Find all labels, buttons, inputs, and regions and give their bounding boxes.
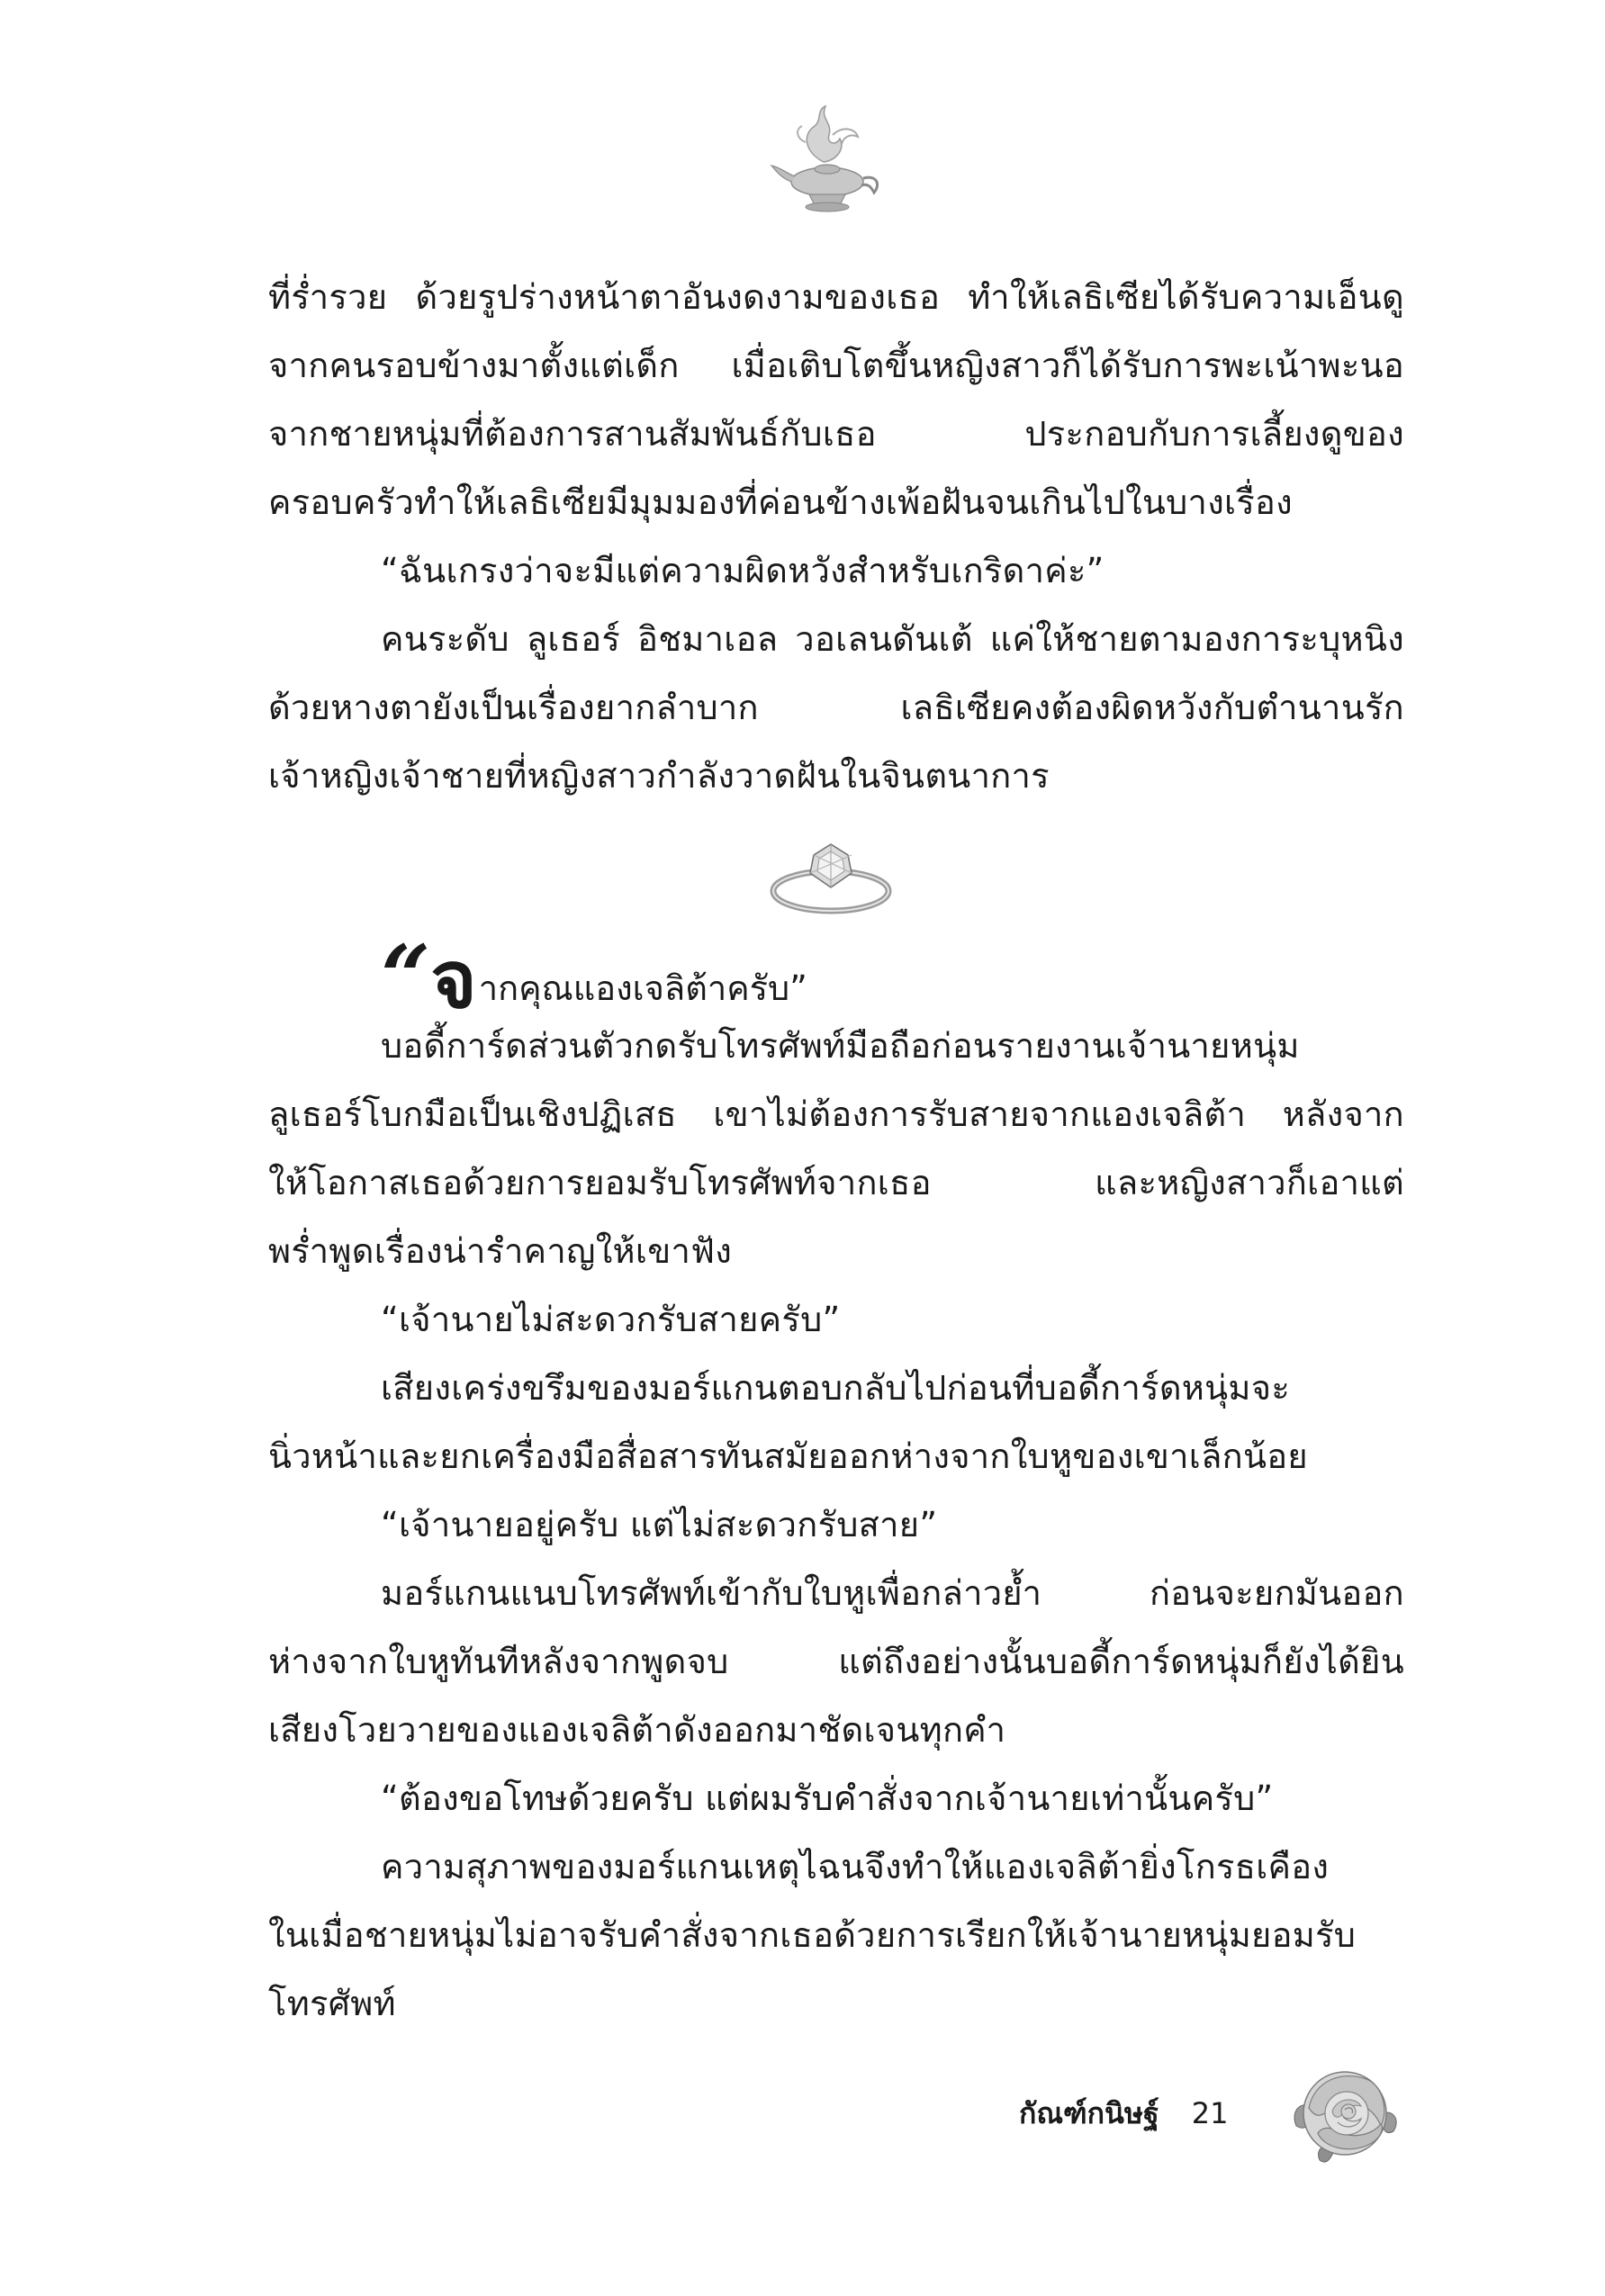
paragraph-block-2 bbox=[268, 1012, 1404, 2038]
text-line: จากคนรอบข้างมาตั้งแต่เด็ก เมื่อเติบโตขึ้นหญิงสาวก็ได้รับการพะเน้าพะนอ bbox=[268, 346, 1404, 385]
text-line: นิ่วหน้าและยกเครื่องมือสื่อสารทันสมัยออกห่างจากใบหูของเขาเล็กน้อย bbox=[268, 1436, 1308, 1476]
text-line: ให้โอกาสเธอด้วยการยอมรับโทรศัพท์จากเธอ และหญิงสาวก็เอาแต่ bbox=[268, 1163, 1404, 1202]
page-number: 21 bbox=[1191, 2096, 1229, 2130]
dropcap-letter: จ bbox=[430, 933, 477, 1026]
dropcap-rest-text: ากคุณแองเจลิต้าครับ” bbox=[478, 968, 807, 1008]
text-line: ความสุภาพของมอร์แกนเหตุไฉนจึงทำให้แองเจลิต้ายิ่งโกรธเคือง bbox=[381, 1847, 1330, 1886]
magic-lamp-icon bbox=[770, 99, 887, 225]
text-line: เสียงเคร่งขรึมของมอร์แกนตอบกลับไปก่อนที่บอดี้การ์ดหนุ่มจะ bbox=[381, 1368, 1291, 1408]
text-line: “ฉันเกรงว่าจะมีแต่ความผิดหวังสำหรับเกริดาค่ะ” bbox=[381, 551, 1105, 590]
rose-icon bbox=[1287, 2054, 1404, 2171]
text-line: โทรศัพท์ bbox=[268, 1984, 396, 2023]
text-line: เจ้าหญิงเจ้าชายที่หญิงสาวกำลังวาดฝันในจินตนาการ bbox=[268, 756, 1050, 796]
text-line: ครอบครัวทำให้เลธิเซียมีมุมมองที่ค่อนข้างเพ้อฝันจนเกินไปในบางเรื่อง bbox=[268, 482, 1294, 522]
text-line: เสียงโวยวายของแองเจลิต้าดังออกมาชัดเจนทุกคำ bbox=[268, 1710, 1006, 1750]
dropcap-quote-mark: “ bbox=[381, 926, 431, 1028]
text-line: ด้วยหางตายังเป็นเรื่องยากลำบาก เลธิเซียคงต้องผิดหวังกับตำนานรัก bbox=[268, 688, 1404, 727]
text-line: ในเมื่อชายหนุ่มไม่อาจรับคำสั่งจากเธอด้วยการเรียกให้เจ้านายหนุ่มยอมรับ bbox=[268, 1915, 1357, 1955]
text-line: ที่ร่ำรวย ด้วยรูปร่างหน้าตาอันงดงามของเธอ ทำให้เลธิเซียได้รับความเอ็นดู bbox=[268, 277, 1404, 317]
text-line: “เจ้านายอยู่ครับ แต่ไม่สะดวกรับสาย” bbox=[381, 1505, 938, 1544]
text-line: มอร์แกนแนบโทรศัพท์เข้ากับใบหูเพื่อกล่าวย้ำ ก่อนจะยกมันออก bbox=[381, 1573, 1404, 1613]
text-line: พร่ำพูดเรื่องน่ารำคาญให้เขาฟัง bbox=[268, 1231, 733, 1271]
text-line: จากชายหนุ่มที่ต้องการสานสัมพันธ์กับเธอ ประกอบกับการเลี้ยงดูของ bbox=[268, 414, 1404, 454]
text-line: บอดี้การ์ดส่วนตัวกดรับโทรศัพท์มือถือก่อนรายงานเจ้านายหนุ่ม bbox=[381, 1026, 1300, 1066]
text-line: “ต้องขอโทษด้วยครับ แต่ผมรับคำสั่งจากเจ้านายเท่านั้นครับ” bbox=[381, 1778, 1274, 1818]
dropcap-heading bbox=[381, 909, 807, 1028]
text-line: “เจ้านายไม่สะดวกรับสายครับ” bbox=[381, 1300, 841, 1339]
text-line: คนระดับ ลูเธอร์ อิชมาเอล วอเลนดันเต้ แค่ให้ชายตามองการะบุหนิง bbox=[381, 619, 1404, 659]
page-footer bbox=[1019, 2086, 1229, 2140]
text-line: ลูเธอร์โบกมือเป็นเชิงปฏิเสธ เขาไม่ต้องการรับสายจากแองเจลิต้า หลังจาก bbox=[268, 1094, 1404, 1134]
paragraph-block-1 bbox=[268, 263, 1404, 810]
text-line: ห่างจากใบหูทันทีหลังจากพูดจบ แต่ถึงอย่างนั้นบอดี้การ์ดหนุ่มก็ยังได้ยิน bbox=[268, 1642, 1404, 1681]
running-title: กัณฑ์กนิษฐ์ bbox=[1019, 2096, 1159, 2130]
